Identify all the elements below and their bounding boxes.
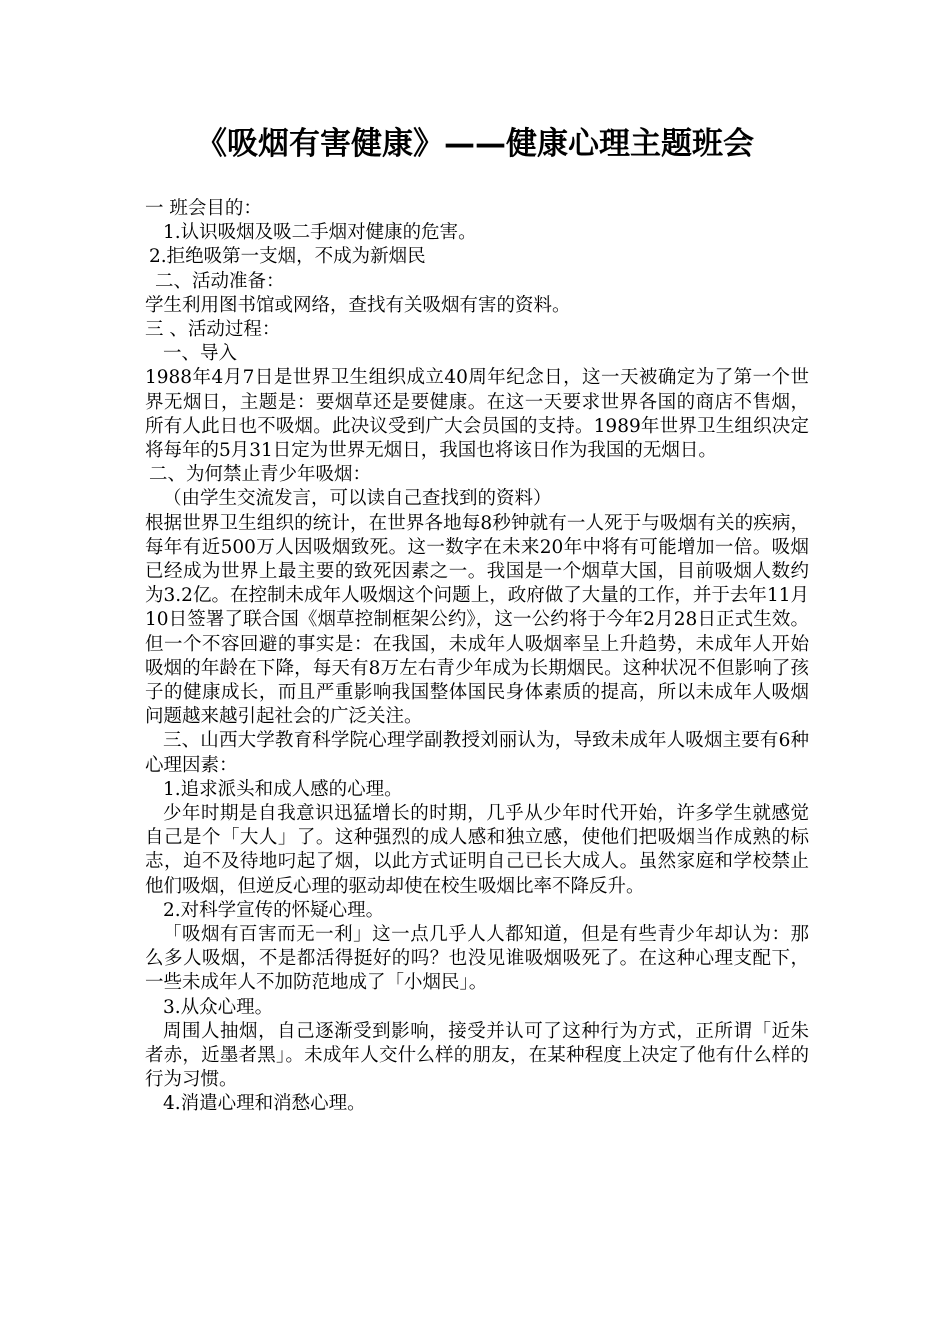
purpose-item-1: 1.认识吸烟及吸二手烟对健康的危害。 — [163, 222, 477, 244]
subheading-why-ban: 二、为何禁止青少年吸烟： — [149, 464, 372, 486]
introduction-paragraph: 1988年4月7日是世界卫生组织成立40周年纪念日，这一天被确定为了第一个世界无烟日，主题是：要烟草还是要健康。在这一天要求世界各国的商店不售烟，所有人此日也不吸烟。此决议受到广大会员国的支持。1989年世界卫生组织决定将每年的5月31日定为世界无烟日，我国也将该日作为我国的无烟日。 — [145, 367, 809, 461]
section-heading-purpose: 一 班会目的： — [145, 198, 262, 219]
section-heading-process: 三 、活动过程： — [145, 318, 281, 340]
subheading-introduction: 一、导入 — [163, 343, 238, 365]
document-title: 《吸烟有害健康》——健康心理主题班会 — [196, 126, 754, 162]
factor-2-heading: 2.对科学宣传的怀疑心理。 — [163, 899, 385, 921]
why-ban-note: （由学生交流发言，可以读自己查找到的资料） — [163, 488, 552, 510]
why-ban-paragraph: 根据世界卫生组织的统计，在世界各地每8秒钟就有一人死于与吸烟有关的疾病，每年有近500万人因吸烟致死。这一数字在未来20年中将有可能增加一倍。吸烟已经成为世界上最主要的致死因素之一。我国是一个烟草大国，目前吸烟人数约为3.2亿。在控制未成年人吸烟这个问题上，政府做了大量的工作，并于去年11月10日签署了联合国《烟草控制框架公约》，这一公约将于今年2月28日正式生效。但一个不容回避的事实是：在我国，未成年人吸烟率呈上升趋势，未成年人开始吸烟的年龄在下降，每天有8万左右青少年成为长期烟民。这种状况不但影响了孩子的健康成长，而且严重影响我国整体国民身体素质的提高，所以未成年人吸烟问题越来越引起社会的广泛关注。 — [145, 512, 809, 728]
factor-1-paragraph: 少年时期是自我意识迅猛增长的时期，几乎从少年时代开始，许多学生就感觉自己是个「大人」了。这种强烈的成人感和独立感，使他们把吸烟当作成熟的标志，迫不及待地叼起了烟，以此方式证明自己已长大成人。虽然家庭和学校禁止他们吸烟，但逆反心理的驱动却使在校生吸烟比率不降反升。 — [145, 802, 809, 897]
factor-3-heading: 3.从众心理。 — [163, 996, 274, 1018]
document-body — [145, 197, 809, 1117]
factor-3-paragraph: 周围人抽烟，自己逐渐受到影响，接受并认可了这种行为方式，正所谓「近朱者赤，近墨者黑」。未成年人交什么样的朋友，在某种程度上决定了他有什么样的行为习惯。 — [145, 1020, 809, 1091]
factors-intro-paragraph: 三、山西大学教育科学院心理学副教授刘丽认为，导致未成年人吸烟主要有6种心理因素： — [145, 730, 809, 776]
factor-2-paragraph: 「吸烟有百害而无一利」这一点几乎人人都知道，但是有些青少年却认为：那么多人吸烟，不是都活得挺好的吗？也没见谁吸烟吸死了。在这种心理支配下，一些未成年人不加防范地成了「小烟民」。 — [145, 923, 809, 994]
purpose-item-2: 2.拒绝吸第一支烟，不成为新烟民 — [149, 246, 426, 268]
factor-4-heading: 4.消遣心理和消愁心理。 — [163, 1093, 366, 1115]
preparation-text: 学生利用图书馆或网络，查找有关吸烟有害的资料。 — [145, 294, 571, 316]
factor-1-heading: 1.追求派头和成人感的心理。 — [163, 778, 403, 800]
section-heading-preparation: 二、活动准备： — [155, 270, 285, 292]
